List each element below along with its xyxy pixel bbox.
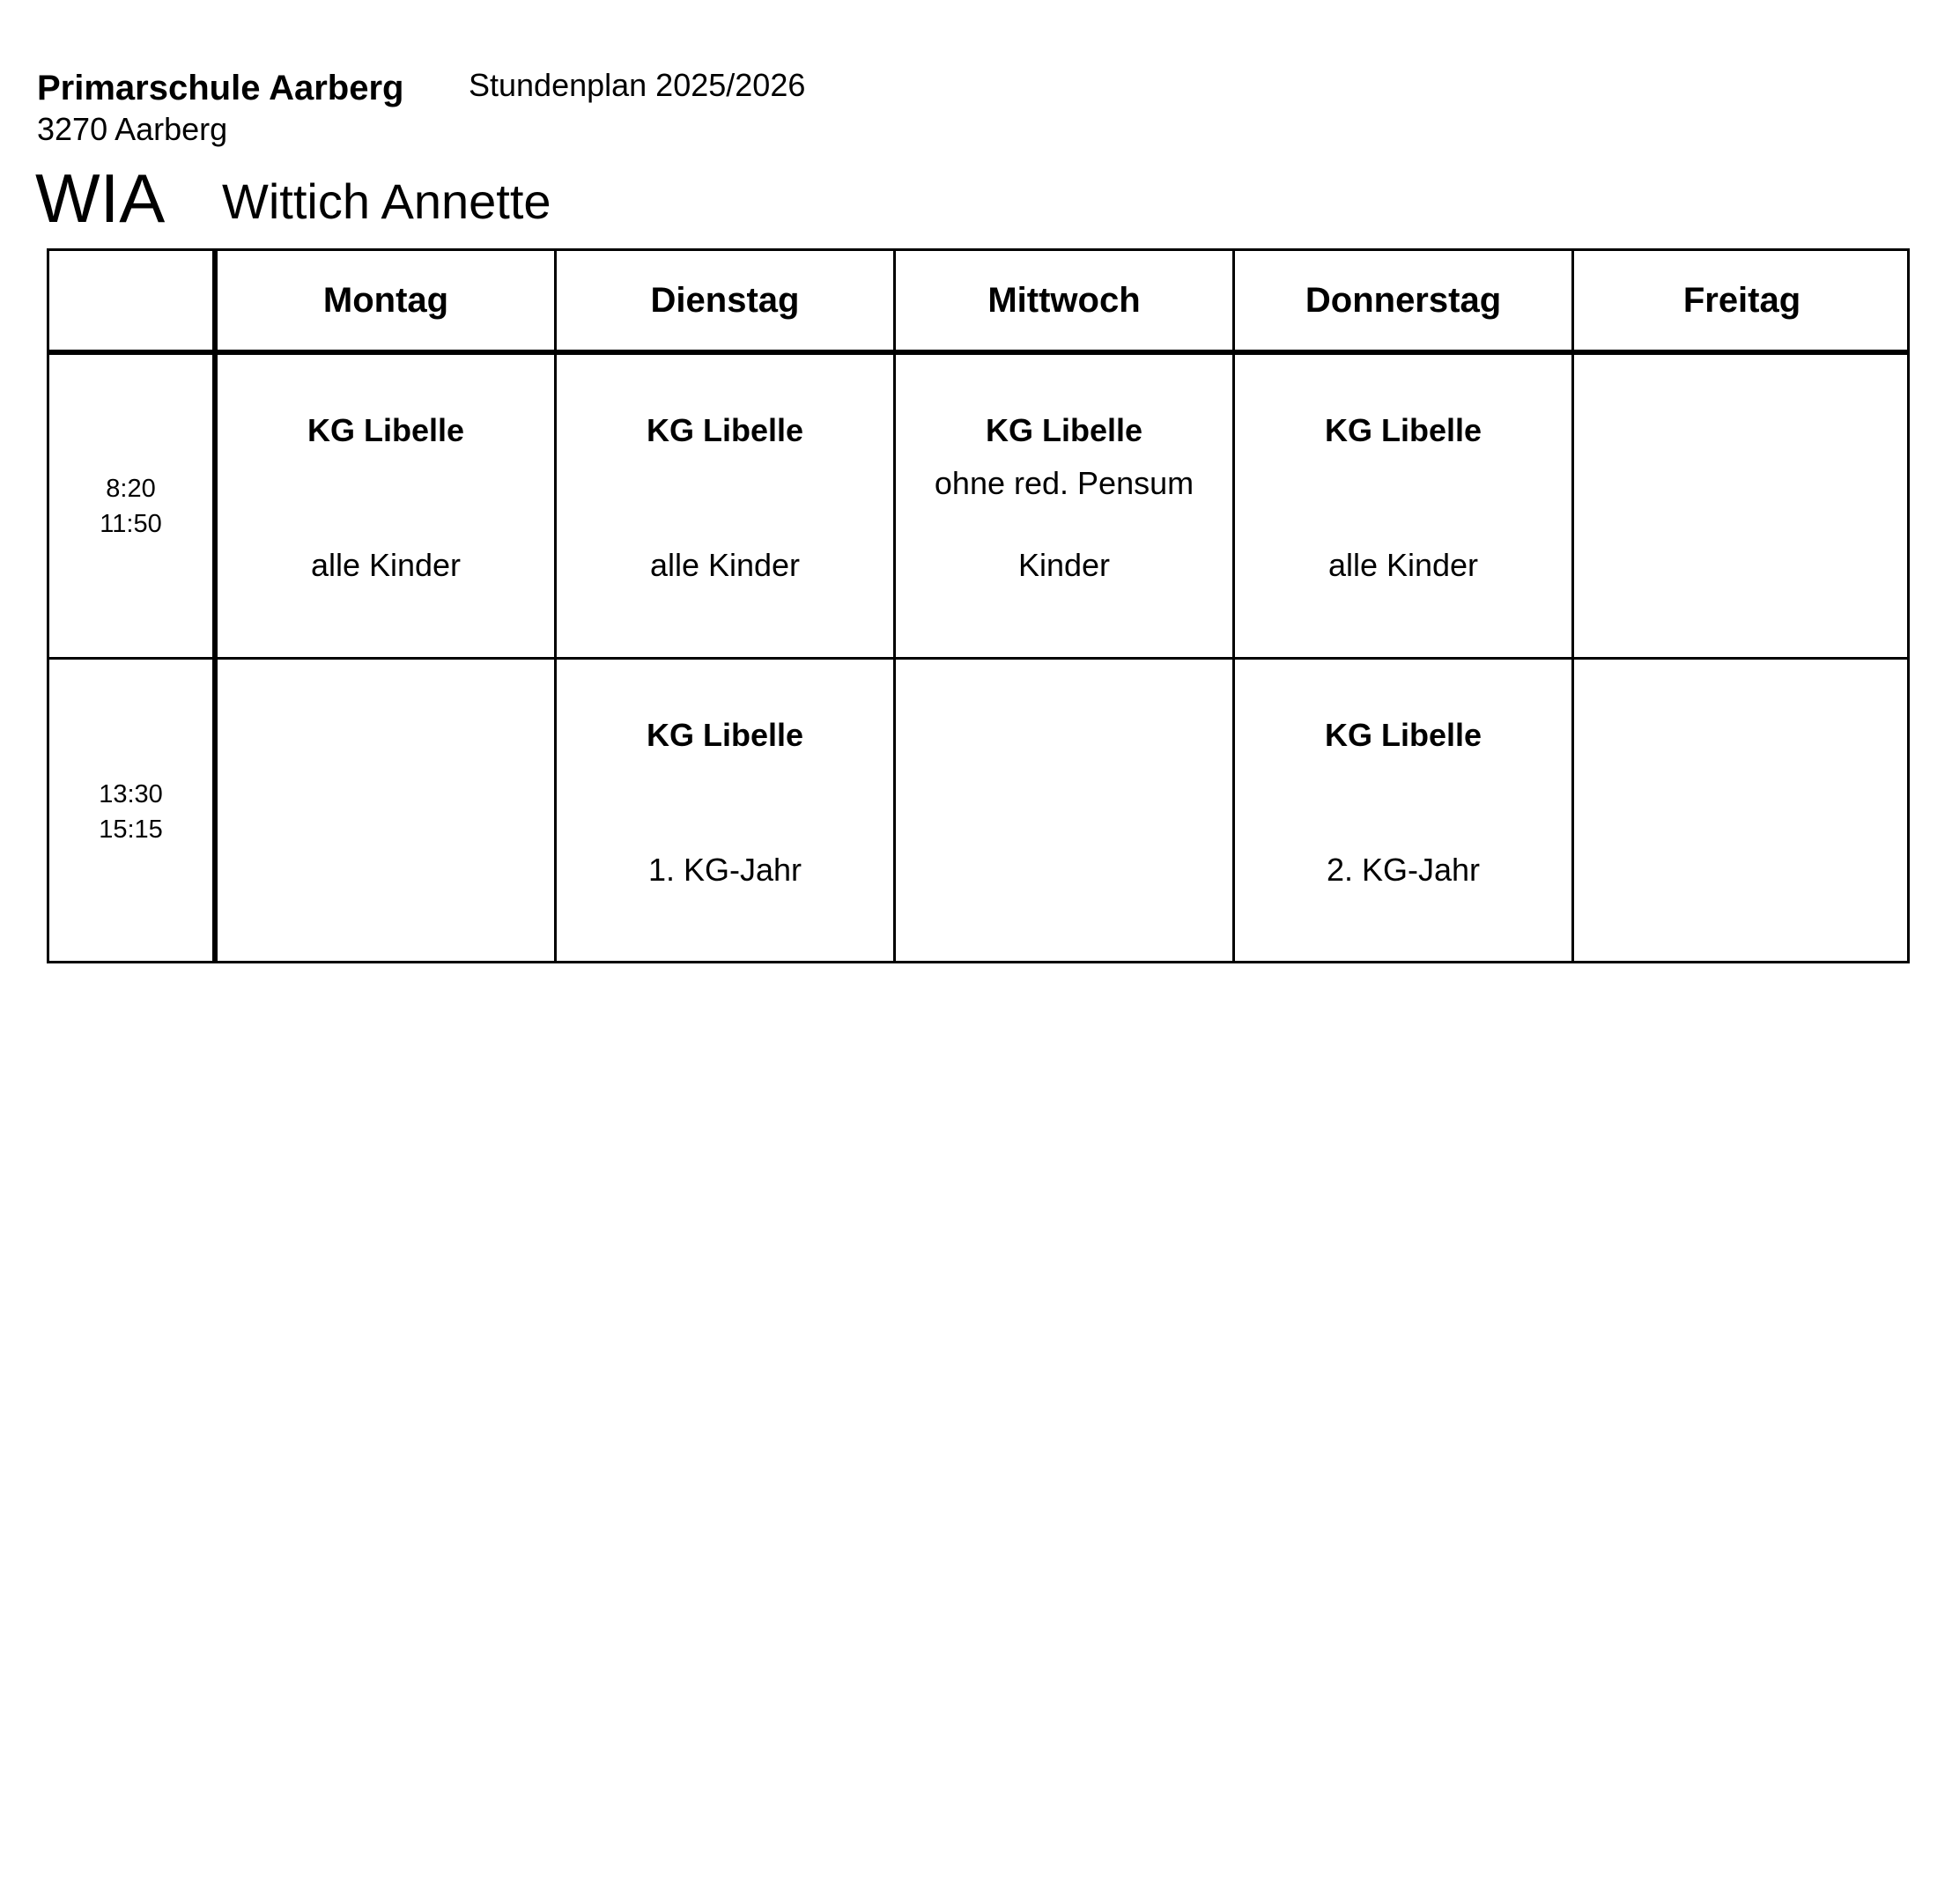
lesson-group: Kinder xyxy=(1017,547,1111,583)
school-name: Primarschule Aarberg xyxy=(37,69,404,107)
lesson-title: KG Libelle xyxy=(646,717,804,753)
day-header-mittwoch: Mittwoch xyxy=(987,280,1141,320)
timetable xyxy=(47,248,1910,963)
time-slot-1 xyxy=(49,355,212,657)
time-slot-end: 11:50 xyxy=(100,509,162,538)
time-slot-2 xyxy=(49,660,212,963)
lesson-cell-dienstag-afternoon xyxy=(557,660,893,963)
lesson-group: alle Kinder xyxy=(310,547,462,583)
lesson-title: KG Libelle xyxy=(985,412,1143,448)
lesson-group: 1. KG-Jahr xyxy=(647,852,802,888)
lesson-cell-donnerstag-morning xyxy=(1235,355,1571,657)
teacher-code: WIA xyxy=(35,159,166,237)
lesson-title: KG Libelle xyxy=(646,412,804,448)
lesson-group: alle Kinder xyxy=(1327,547,1479,583)
lesson-title: KG Libelle xyxy=(1324,412,1482,448)
time-slot-start: 8:20 xyxy=(106,474,156,503)
day-header-montag: Montag xyxy=(322,280,449,320)
lesson-title: KG Libelle xyxy=(307,412,465,448)
lesson-cell-mittwoch-morning xyxy=(896,355,1232,657)
lesson-group: alle Kinder xyxy=(649,547,801,583)
lesson-note: ohne red. Pensum xyxy=(934,465,1194,501)
lesson-cell-freitag-afternoon xyxy=(1574,660,1910,963)
lesson-cell-freitag-morning xyxy=(1574,355,1910,657)
day-header-dienstag: Dienstag xyxy=(650,280,800,320)
lesson-group: 2. KG-Jahr xyxy=(1326,852,1481,888)
lesson-title: KG Libelle xyxy=(1324,717,1482,753)
time-slot-end: 15:15 xyxy=(99,815,163,844)
school-address: 3270 Aarberg xyxy=(37,111,228,147)
day-header-donnerstag: Donnerstag xyxy=(1305,280,1502,320)
lesson-cell-donnerstag-afternoon xyxy=(1235,660,1571,963)
teacher-name: Wittich Annette xyxy=(222,173,551,229)
lesson-cell-montag-afternoon xyxy=(218,660,554,963)
lesson-cell-dienstag-morning xyxy=(557,355,893,657)
lesson-cell-montag-morning xyxy=(218,355,554,657)
time-slot-start: 13:30 xyxy=(99,779,163,808)
day-header-freitag: Freitag xyxy=(1682,280,1801,320)
lesson-cell-mittwoch-afternoon xyxy=(896,660,1232,963)
plan-title: Stundenplan 2025/2026 xyxy=(469,67,806,103)
